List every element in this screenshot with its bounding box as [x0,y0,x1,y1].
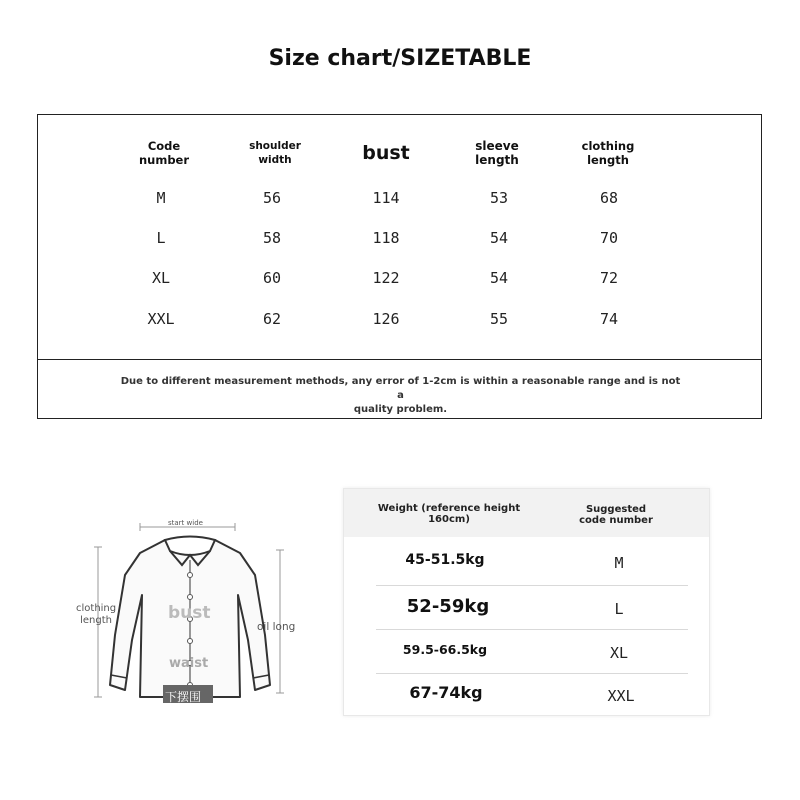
waist-measure-label: waist [169,656,209,671]
cell-code: XL [151,269,171,287]
header-line: clothing [581,139,635,153]
bust-measure-label: bust [168,603,211,623]
header-bust: bust [362,142,410,164]
cell-shoulder: 60 [262,269,282,287]
header-line: Suggested [585,504,647,515]
cell-bust: 114 [372,189,400,207]
code-cell: L [614,600,624,618]
header-line: 160cm) [428,514,470,525]
code-cell: XL [609,644,629,662]
header-sleeve-length [475,139,519,167]
weight-cell: 67-74kg [409,683,483,702]
header-line: code number [579,515,653,526]
header-clothing-length [582,139,635,167]
note-line: Due to different measurement methods, any error of 1-2cm is within a reasonable range and is not a [120,376,681,401]
header-line: length [475,153,519,167]
garment-diagram [70,515,310,710]
length-measure-label [76,603,116,627]
header-suggested-code [579,504,653,526]
sleeve-measure-label: oil long [257,621,296,633]
row-separator [376,585,688,586]
row-separator [376,673,688,674]
cell-shoulder: 56 [262,189,282,207]
label-line: clothing [76,603,117,614]
cell-shoulder: 58 [262,229,282,247]
cell-code: XXL [147,310,175,328]
header-weight [378,503,520,525]
weight-cell: 45-51.5kg [405,552,485,568]
cell-bust: 118 [372,229,400,247]
code-cell: M [614,554,624,572]
row-separator [376,629,688,630]
header-line: shoulder [249,140,301,152]
measurement-note [118,375,683,417]
note-line: quality problem. [353,404,448,415]
label-line: length [80,615,112,626]
header-line: number [138,153,190,167]
cell-clothing: 70 [599,229,619,247]
header-line: length [587,153,629,167]
cell-code: M [156,189,166,207]
size-chart-table [37,114,762,419]
cell-sleeve: 53 [489,189,509,207]
code-cell: XXL [607,687,635,705]
cell-code: L [156,229,166,247]
cell-shoulder: 62 [262,310,282,328]
cell-bust: 122 [372,269,400,287]
cell-clothing: 72 [599,269,619,287]
header-shoulder-width [249,139,301,167]
hem-measure-label: 下摆围 [165,690,202,704]
cell-clothing: 74 [599,310,619,328]
table-divider [38,359,761,360]
weight-cell: 52-59kg [406,596,490,617]
header-line: Code [147,139,181,153]
cell-clothing: 68 [599,189,619,207]
header-line: sleeve [475,139,519,153]
weight-size-table [343,488,710,716]
weight-cell: 59.5-66.5kg [402,642,488,657]
cell-sleeve: 54 [489,229,509,247]
header-line: Weight (reference height [377,503,521,514]
header-code-number [139,139,189,167]
shoulder-measure-label: start wide [168,519,203,527]
cell-sleeve: 54 [489,269,509,287]
page-title: Size chart/SIZETABLE [268,46,532,71]
cell-bust: 126 [372,310,400,328]
cell-sleeve: 55 [489,310,509,328]
header-line: width [258,154,292,166]
